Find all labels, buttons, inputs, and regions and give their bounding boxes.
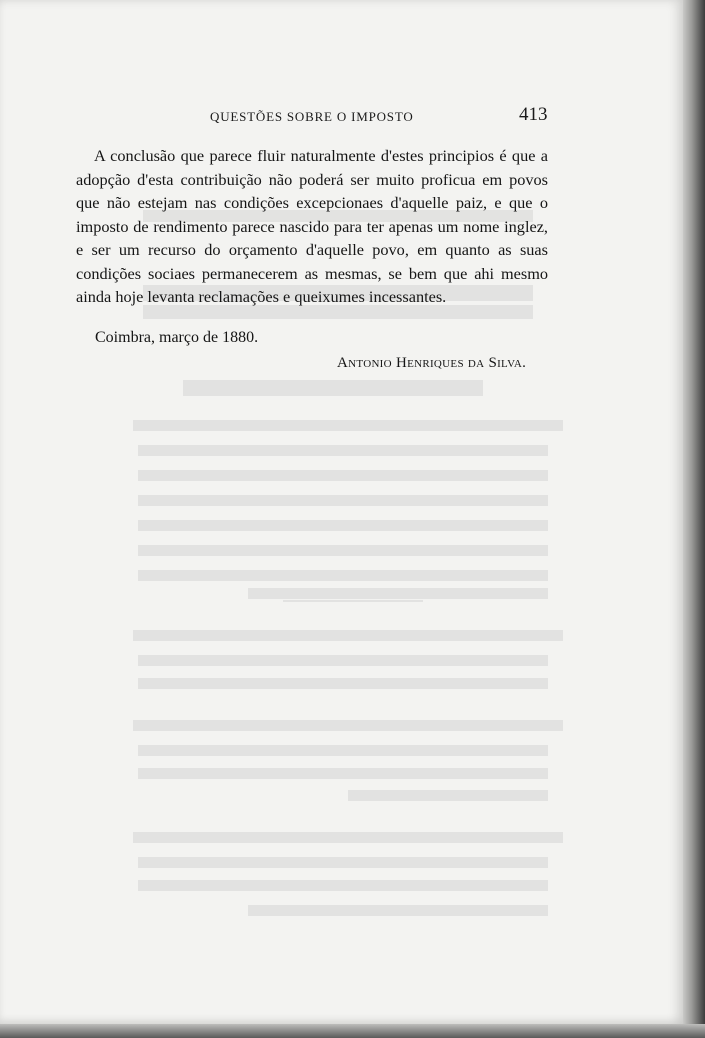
article-body — [76, 144, 548, 309]
body-paragraph: A conclusão que parece fluir naturalmente d'estes principios é que a adopção d'esta contribuição não poderá ser muito proficua em povos que não estejam nas condições excepcionaes d'aquelle paiz, e que o imposto de rendimento parece nascido para ter apenas um nome inglez, e ser um recurso do orçamento d'aquelle povo, em quanto as suas condições sociaes permanecerem as mesmas, se bem que ahi mesmo ainda hoje levanta reclamações e queixumes incessantes. — [76, 146, 548, 306]
place-date-line: Coimbra, março de 1880. — [95, 329, 259, 346]
author-signature: Antonio Henriques da Silva. — [337, 355, 527, 371]
running-head: QUESTÕES SOBRE O IMPOSTO — [210, 109, 414, 124]
page-bottom-shadow — [0, 1024, 705, 1038]
page-edge-shadow — [683, 0, 705, 1038]
page-number: 413 — [519, 104, 548, 125]
